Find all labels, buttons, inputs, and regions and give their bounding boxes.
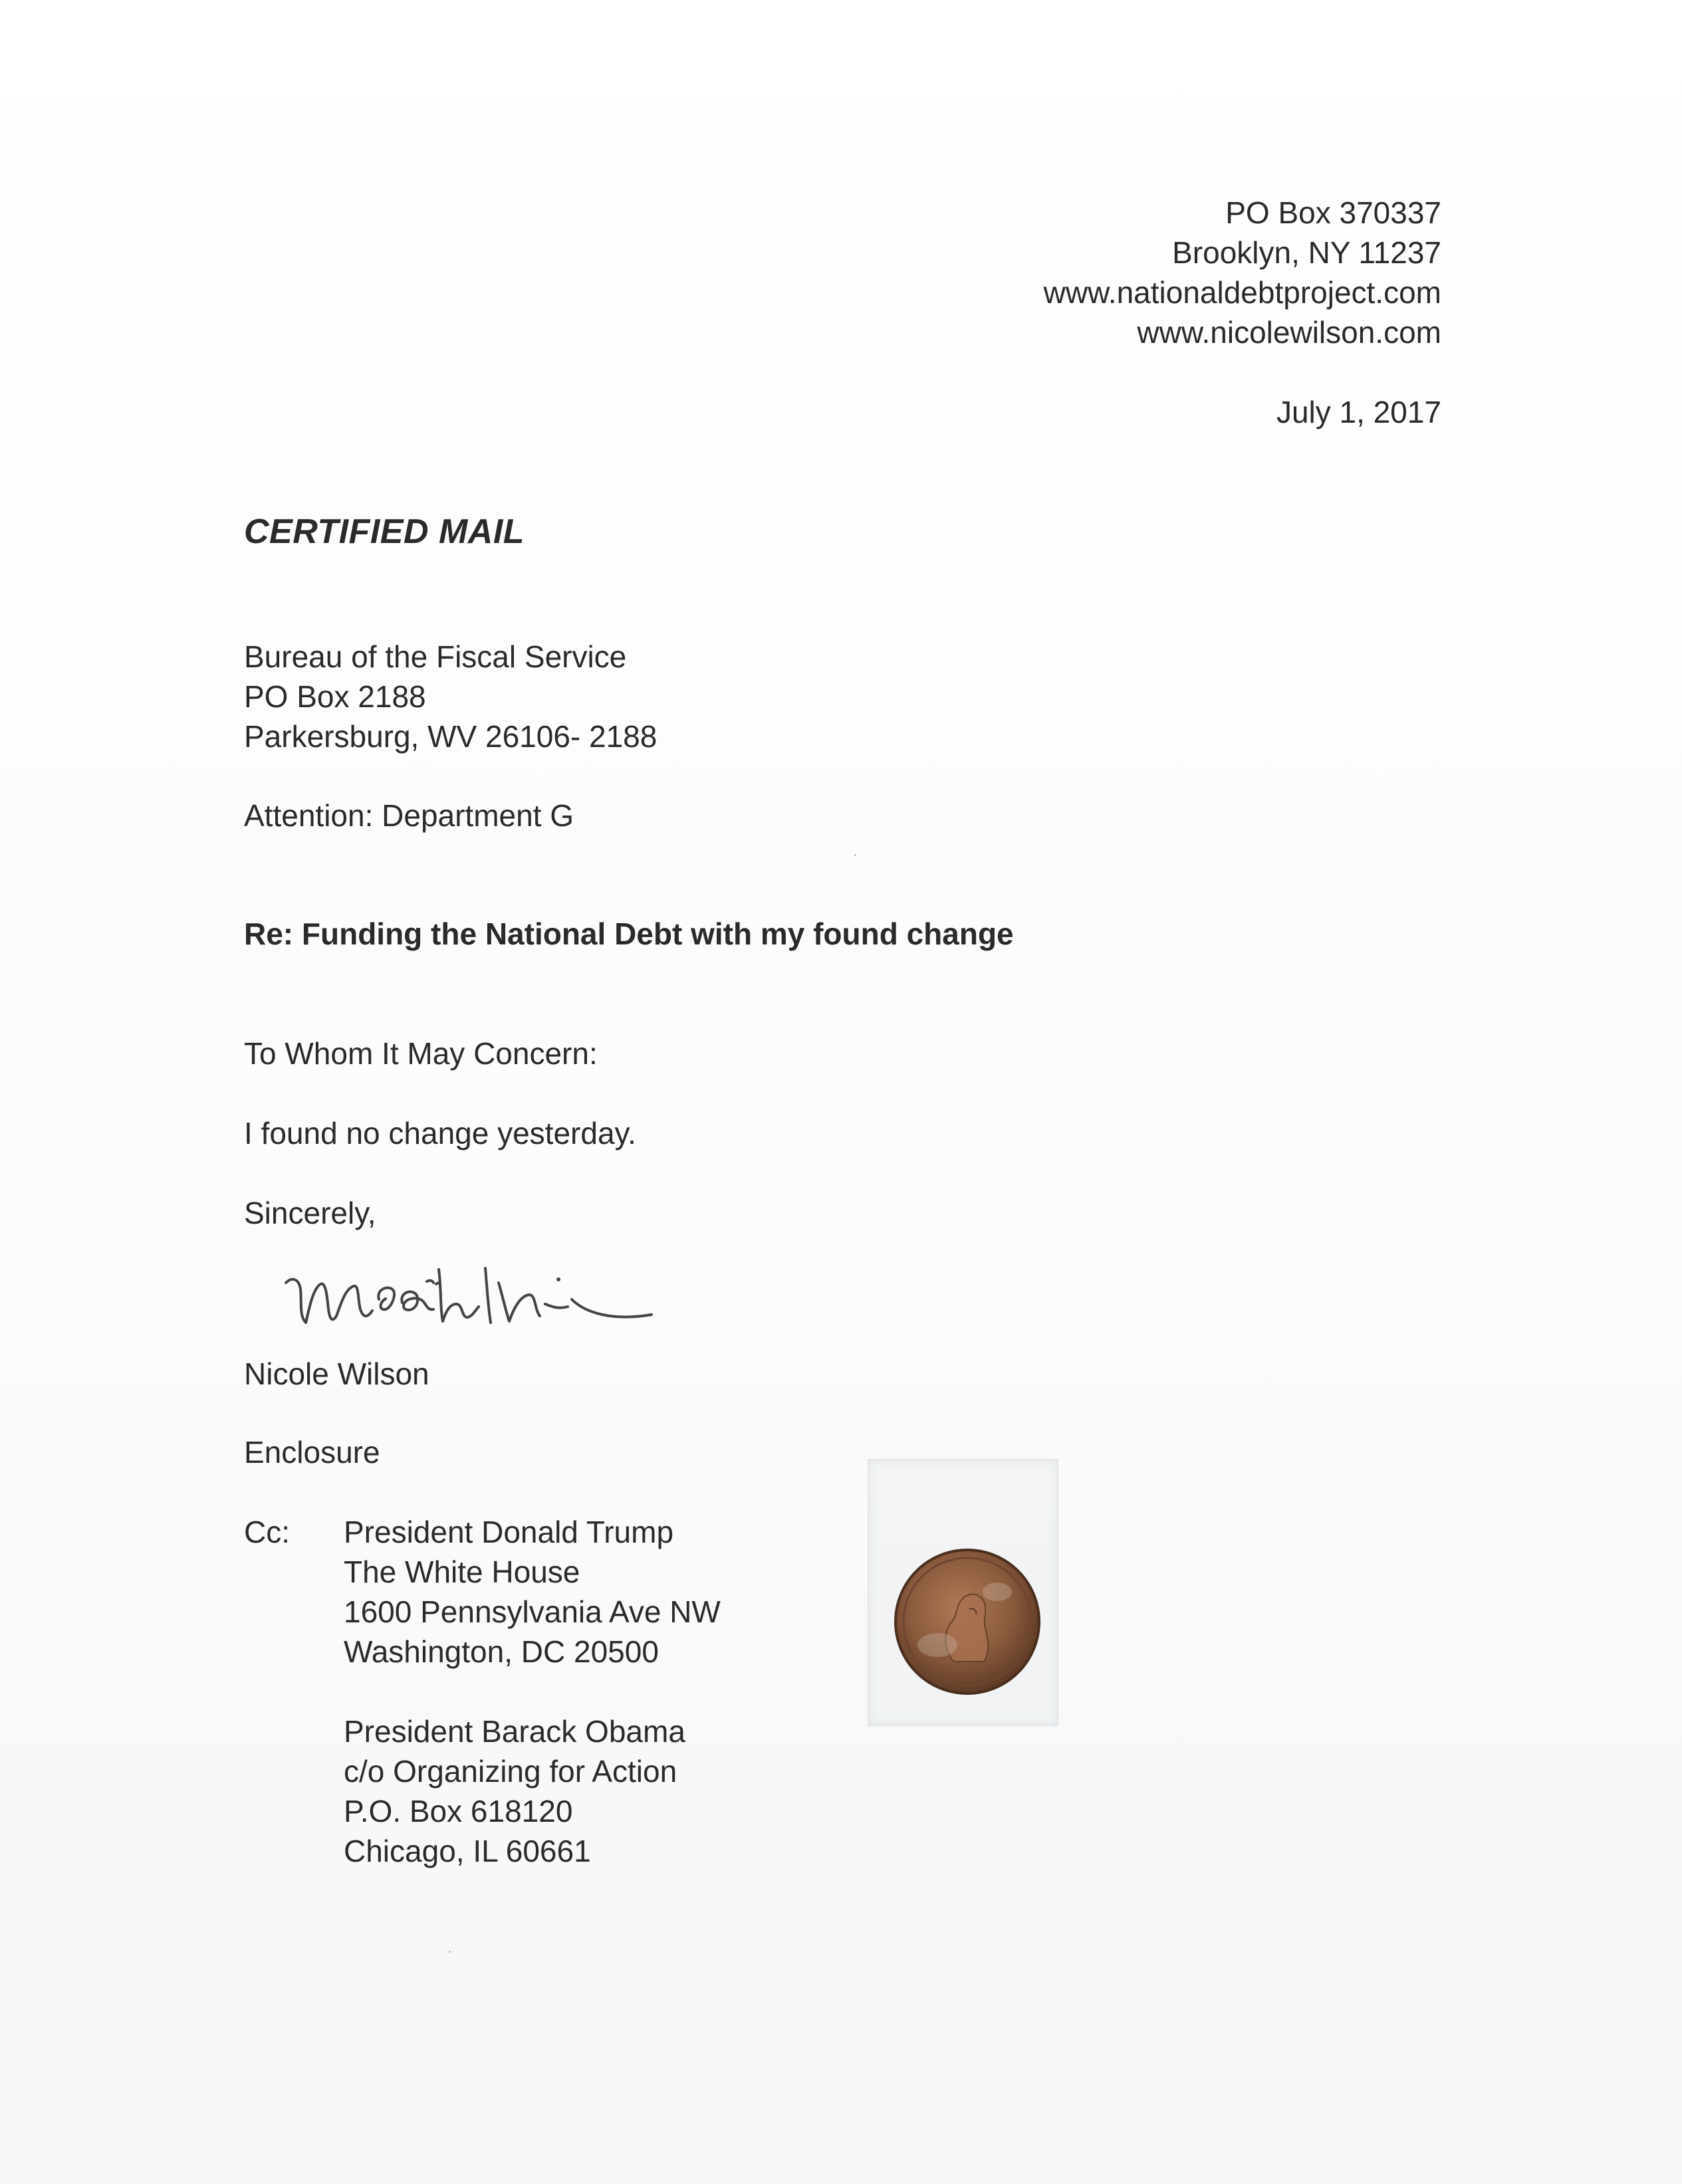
scan-speck <box>449 1951 451 1953</box>
delivery-method: CERTIFIED MAIL <box>244 512 525 551</box>
cc-line: P.O. Box 618120 <box>344 1794 573 1828</box>
recipient-line: Parkersburg, WV 26106- 2188 <box>244 719 658 754</box>
sender-line: PO Box 370337 <box>1225 195 1441 230</box>
recipient-address <box>244 637 657 756</box>
cc-line: The White House <box>344 1555 580 1589</box>
letter-body: I found no change yesterday. <box>244 1116 636 1150</box>
cc-line: c/o Organizing for Action <box>344 1754 677 1789</box>
scan-speck <box>854 854 856 856</box>
closing: Sincerely, <box>244 1196 376 1230</box>
handwritten-signature <box>279 1243 691 1343</box>
cc-recipient <box>344 1512 721 1672</box>
sender-website: www.nicolewilson.com <box>1137 315 1441 350</box>
recipient-line: PO Box 2188 <box>244 679 426 714</box>
cc-label: Cc: <box>244 1515 290 1549</box>
penny-coin-icon <box>891 1545 1044 1698</box>
cc-line: President Barack Obama <box>344 1714 685 1749</box>
subject-line: Re: Funding the National Debt with my found change <box>244 917 1014 951</box>
cc-line: Chicago, IL 60661 <box>344 1834 591 1868</box>
sender-line: Brooklyn, NY 11237 <box>1172 235 1441 270</box>
cc-line: Washington, DC 20500 <box>344 1634 659 1669</box>
recipient-line: Bureau of the Fiscal Service <box>244 639 627 674</box>
cc-line: 1600 Pennsylvania Ave NW <box>344 1594 721 1629</box>
sender-website: www.nationaldebtproject.com <box>1043 275 1441 310</box>
sender-address <box>1044 193 1441 352</box>
cc-recipient <box>344 1711 685 1871</box>
cc-line: President Donald Trump <box>344 1515 674 1549</box>
letter-date: July 1, 2017 <box>1276 395 1441 429</box>
attention-line: Attention: Department G <box>244 798 574 833</box>
salutation: To Whom It May Concern: <box>244 1036 598 1071</box>
enclosure-label: Enclosure <box>244 1435 380 1470</box>
signer-name: Nicole Wilson <box>244 1357 429 1391</box>
